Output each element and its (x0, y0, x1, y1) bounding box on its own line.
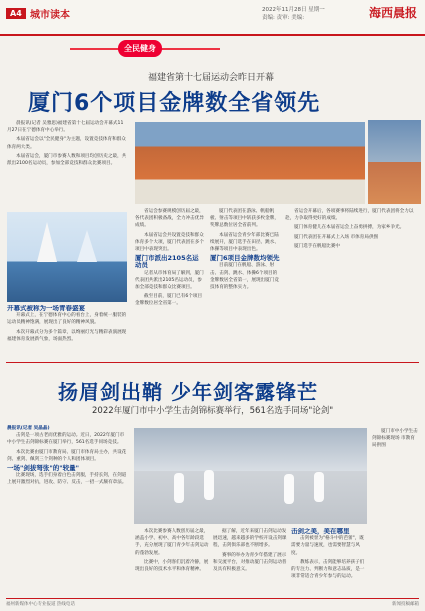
banner-label: 全民健身 (118, 40, 162, 57)
story1-subhead-1: 开幕式被称为一场青春盛宴 (7, 305, 85, 312)
paragraph: 本届省运会共设置竞技和群众体育多个大项，厦门代表团在多个项目中表现突出。 (135, 232, 204, 253)
story2-subhead-b: 击剑之美，美在哪里 (291, 528, 350, 535)
story1-column-2 (135, 208, 205, 360)
fencing-photo (134, 428, 367, 524)
story2-headline: 扬眉剑出鞘 少年剑客露锋芒 (58, 380, 318, 404)
story2-subhead: 2022年厦门市中小学生击剑锦标赛举行，561名选手同场"论剑" (92, 406, 334, 416)
fencer-figure (174, 473, 184, 503)
page-number-badge: A4 (6, 8, 26, 19)
paragraph: 省运会开幕后，各项赛事将陆续进行，厦门代表团将全力以赴，力争取得更好的成绩。 (285, 209, 414, 222)
paragraph: 据了解，近年来厦门击剑运动发展迅速，越来越多的学校开设击剑课程，击剑俱乐部也不断增多。 (213, 529, 287, 549)
paragraph: 击剑是一项古老而优雅的运动。近日，2022年厦门市中小学生击剑锦标赛在厦门举行，561名选手同场竞技。 (7, 433, 125, 446)
story2-subhead-a: 一场"剑拔弩张"的"较量" (7, 464, 80, 473)
story2-side-column (372, 428, 419, 596)
side-photo (368, 120, 421, 204)
paragraph: 本次比赛由厦门市教育局、厦门市体育局主办，共设花剑、重剑、佩剑三个剑种的个人和团体项目。 (7, 449, 127, 462)
photo-caption: 厦门市中小学生击剑锦标赛现场 市教育局供图 (372, 429, 418, 449)
newspaper-logo: 海西晨报 (368, 6, 417, 20)
story2-column-2 (135, 528, 209, 596)
story1-column-1b (7, 305, 127, 361)
story1-column-1 (7, 120, 127, 208)
paragraph: 目前厦门在帆船、游泳、射击、击剑、跳水、体操6个项目的金牌数居全省第一，展现出厦门竞技体育的整体实力。 (210, 263, 279, 291)
fencer-figure (314, 472, 324, 502)
story2-column-1 (7, 425, 127, 595)
date-text: 2022年11月28日 星期一 (262, 7, 325, 13)
paragraph: 本届省运会青少年部比赛已陆续展开，厦门选手在田径、跳水、体操等项目中表现出色。 (210, 232, 279, 253)
paragraph: 晨报讯(记者 吴雅思)福建省第十七届运动会开幕式11月27日在宁德体育中心举行。 (7, 121, 124, 134)
paragraph: 本次开幕式分为多个篇章，以绚丽灯光与精彩表演展现福建体育发展新气象，场面热烈。 (7, 329, 127, 342)
fencer-figure (204, 470, 214, 500)
sail-icon (37, 222, 57, 262)
paragraph: 厦门体育健儿在本届省运会上奋勇拼搏，为家乡争光。 (294, 225, 405, 231)
photo-caption: 厦门选手在帆船比赛中 (294, 243, 340, 249)
paragraph: 本届省运会，厦门市参赛人数和项目均创历史之最，共派出2100名运动员，参加全部竞技和群众比赛项目。 (7, 153, 127, 167)
story1-kicker: 福建省第十七届运动会昨日开幕 (148, 73, 275, 83)
fitness-banner (70, 40, 220, 58)
paragraph: 本次比赛参赛人数创历届之最，涵盖小学、初中、高中各年龄段选手，充分展现了厦门青少年击剑运动的蓬勃发展。 (135, 529, 209, 556)
paragraph: 击剑被誉为"格斗中的芭蕾"，既需要力量与速度，也需要智慧与风度。 (291, 536, 364, 556)
paragraph: 比赛中，小剑客们沉着冷静，展现出良好的技术水平和体育精神。 (135, 559, 209, 573)
story1-subhead-2: 厦门市派出2105名运动员 (135, 254, 199, 270)
story2-column-3 (213, 528, 287, 596)
story1-column-4 (285, 208, 419, 360)
paragraph: 比赛现场，选手们身着白色击剑服，手持长剑，在剑道上展开激烈对抗，进攻、防守、反击，一招一式颇有章法。 (7, 473, 127, 486)
page-footer (6, 598, 419, 609)
paragraph: 开幕式上，在宁德体育中心的看台上，身着统一服装的运动员精神饱满，展现出了良好的精神风貌。 (7, 313, 127, 326)
paragraph: 省运会参赛规模创历届之最，各代表团积极备战，全力冲击优异成绩。 (135, 209, 204, 229)
fencer-figure (284, 474, 294, 504)
photo-caption: 厦门代表团在开幕式上入场 市体育局供图 (294, 234, 379, 240)
footer-right: 新闻投稿邮箱 (392, 602, 419, 607)
footer-left: 福州新媒体中心专业报道 热线电话 (6, 602, 75, 607)
story1-headline: 厦门6个项目金牌数全省领先 (28, 91, 321, 116)
paragraph: 赛事的举办为青少年搭建了展示和交流平台，对推动厦门击剑运动普及具有积极意义。 (213, 552, 287, 573)
story2-byline: 晨报讯(记者 吴晶晶) (7, 426, 50, 431)
team-photo (135, 122, 365, 204)
story1-subhead-3: 厦门6项目金牌数均领先 (210, 254, 280, 263)
paragraph: 厦门代表团在游泳、帆船帆板、射击等项目中斩获多枚金牌，奖牌总数位居全省前列。 (210, 209, 279, 229)
paragraph: 记者从市体育局了解到，厦门代表团共派出2105名运动员，参加全部竞技和群众比赛项目。 (135, 270, 204, 291)
story2-column-4 (291, 528, 367, 596)
paragraph: 本届省运会以"全民健身"为主题，设置竞技体育和群众体育两大类。 (7, 137, 126, 150)
editor-text: 责编: 责审: 美编: (262, 15, 305, 21)
paragraph: 教练表示，击剑能够培养孩子们的专注力、判断力和意志品质，是一项非常适合青少年参与的运动。 (291, 559, 365, 580)
paragraph: 截至目前，厦门已有6个项目金牌数位居全省第一。 (135, 294, 203, 307)
sail-icon (77, 230, 97, 262)
section-title: 城市读本 (30, 10, 70, 21)
sailing-photo (7, 212, 127, 302)
section-divider (6, 362, 419, 363)
date-line (262, 6, 325, 22)
story1-column-3 (210, 208, 280, 360)
